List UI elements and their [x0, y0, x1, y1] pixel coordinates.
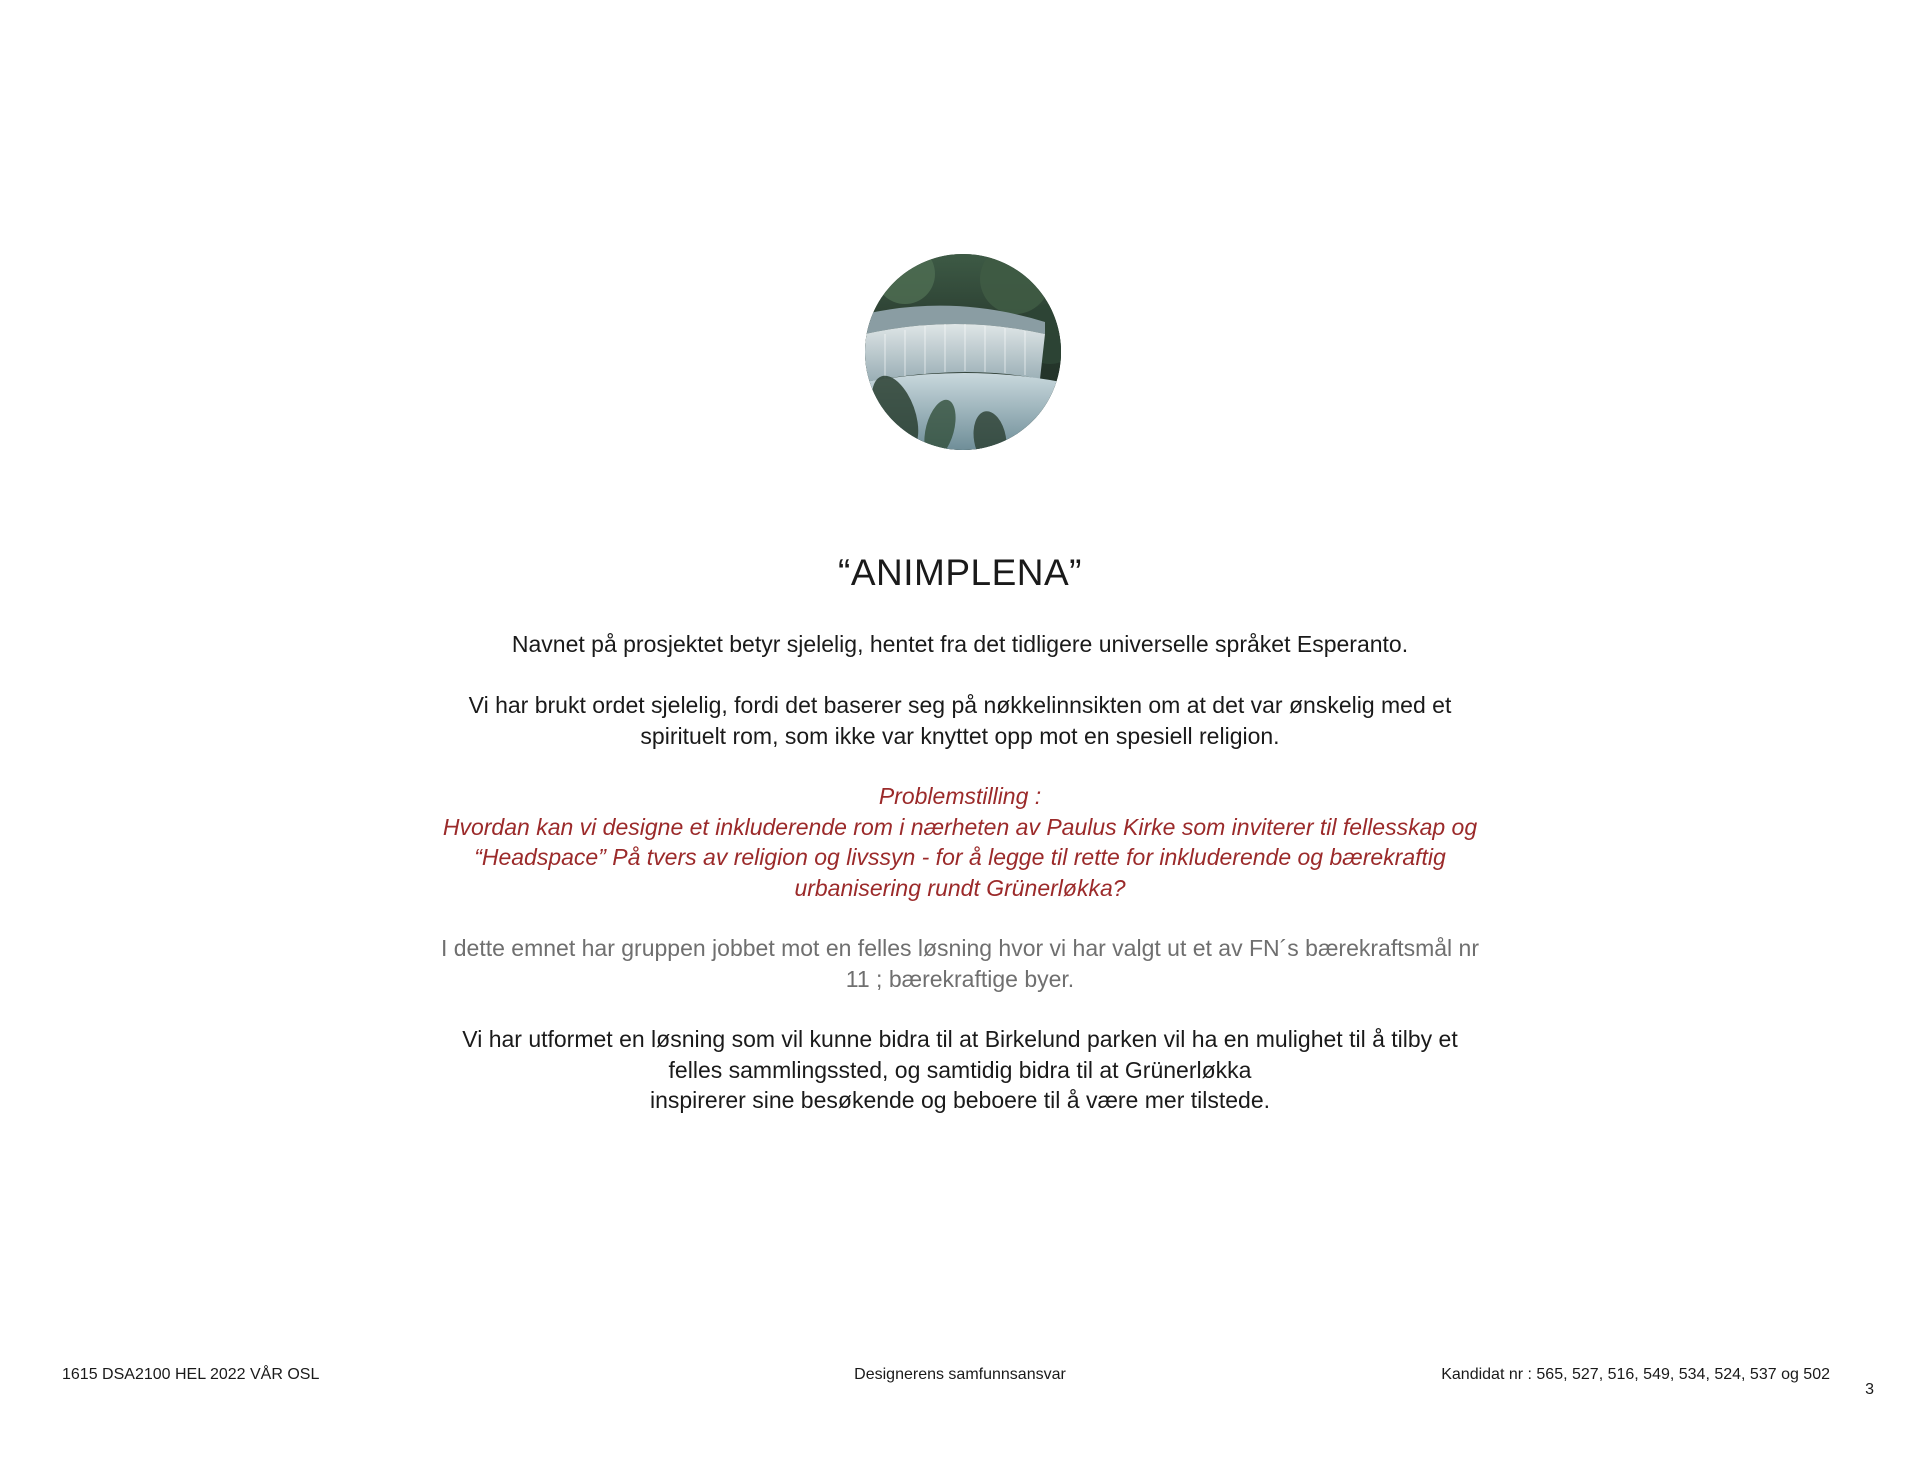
rationale-line: spirituelt rom, som ikke var knyttet opp mot en spesiell religion.	[640, 722, 1280, 749]
page-number: 3	[1865, 1381, 1874, 1398]
sdg-line: 11 ; bærekraftige byer.	[845, 965, 1075, 992]
problem-line: Hvordan kan vi designe et inkluderende rom i nærheten av Paulus Kirke som inviterer til fellesskap og	[442, 813, 1478, 840]
solution-line: inspirerer sine besøkende og beboere til å være mer tilstede.	[649, 1087, 1271, 1113]
problem-line: “Headspace” På tvers av religion og livssyn - for å legge til rette for inkluderende og bærekraftig	[474, 844, 1446, 870]
footer-course-code: 1615 DSA2100 HEL 2022 VÅR OSL	[62, 1366, 320, 1383]
fountain-photo	[865, 254, 1061, 450]
sdg-line: I dette emnet har gruppen jobbet mot en felles løsning hvor vi har valgt ut et av FN´s bærekraftsmål nr	[440, 935, 1480, 961]
problem-line: urbanisering rundt Grünerløkka?	[794, 874, 1126, 901]
intro-paragraph	[360, 629, 1560, 660]
intro-line: Navnet på prosjektet betyr sjelelig, hentet fra det tidligere universelle språket Esperanto.	[511, 631, 1409, 657]
problem-heading: Problemstilling :	[878, 783, 1042, 809]
rationale-line: Vi har brukt ordet sjelelig, fordi det baserer seg på nøkkelinnsikten om at det var ønskelig med et	[468, 692, 1452, 718]
footer-course-title: Designerens samfunnsansvar	[854, 1366, 1066, 1383]
solution-line: Vi har utformet en løsning som vil kunne bidra til at Birkelund parken vil ha en mulighet til å tilby et	[462, 1026, 1458, 1052]
problem-statement	[360, 781, 1560, 903]
solution-paragraph	[360, 1024, 1560, 1116]
rationale-paragraph	[360, 690, 1560, 751]
project-title: “ANIMPLENA”	[838, 552, 1082, 593]
solution-line: felles sammlingssted, og samtidig bidra til at Grünerløkka	[668, 1056, 1252, 1083]
sdg-paragraph	[360, 933, 1560, 994]
footer-candidates: Kandidat nr : 565, 527, 516, 549, 534, 524, 537 og 502	[1441, 1366, 1830, 1383]
